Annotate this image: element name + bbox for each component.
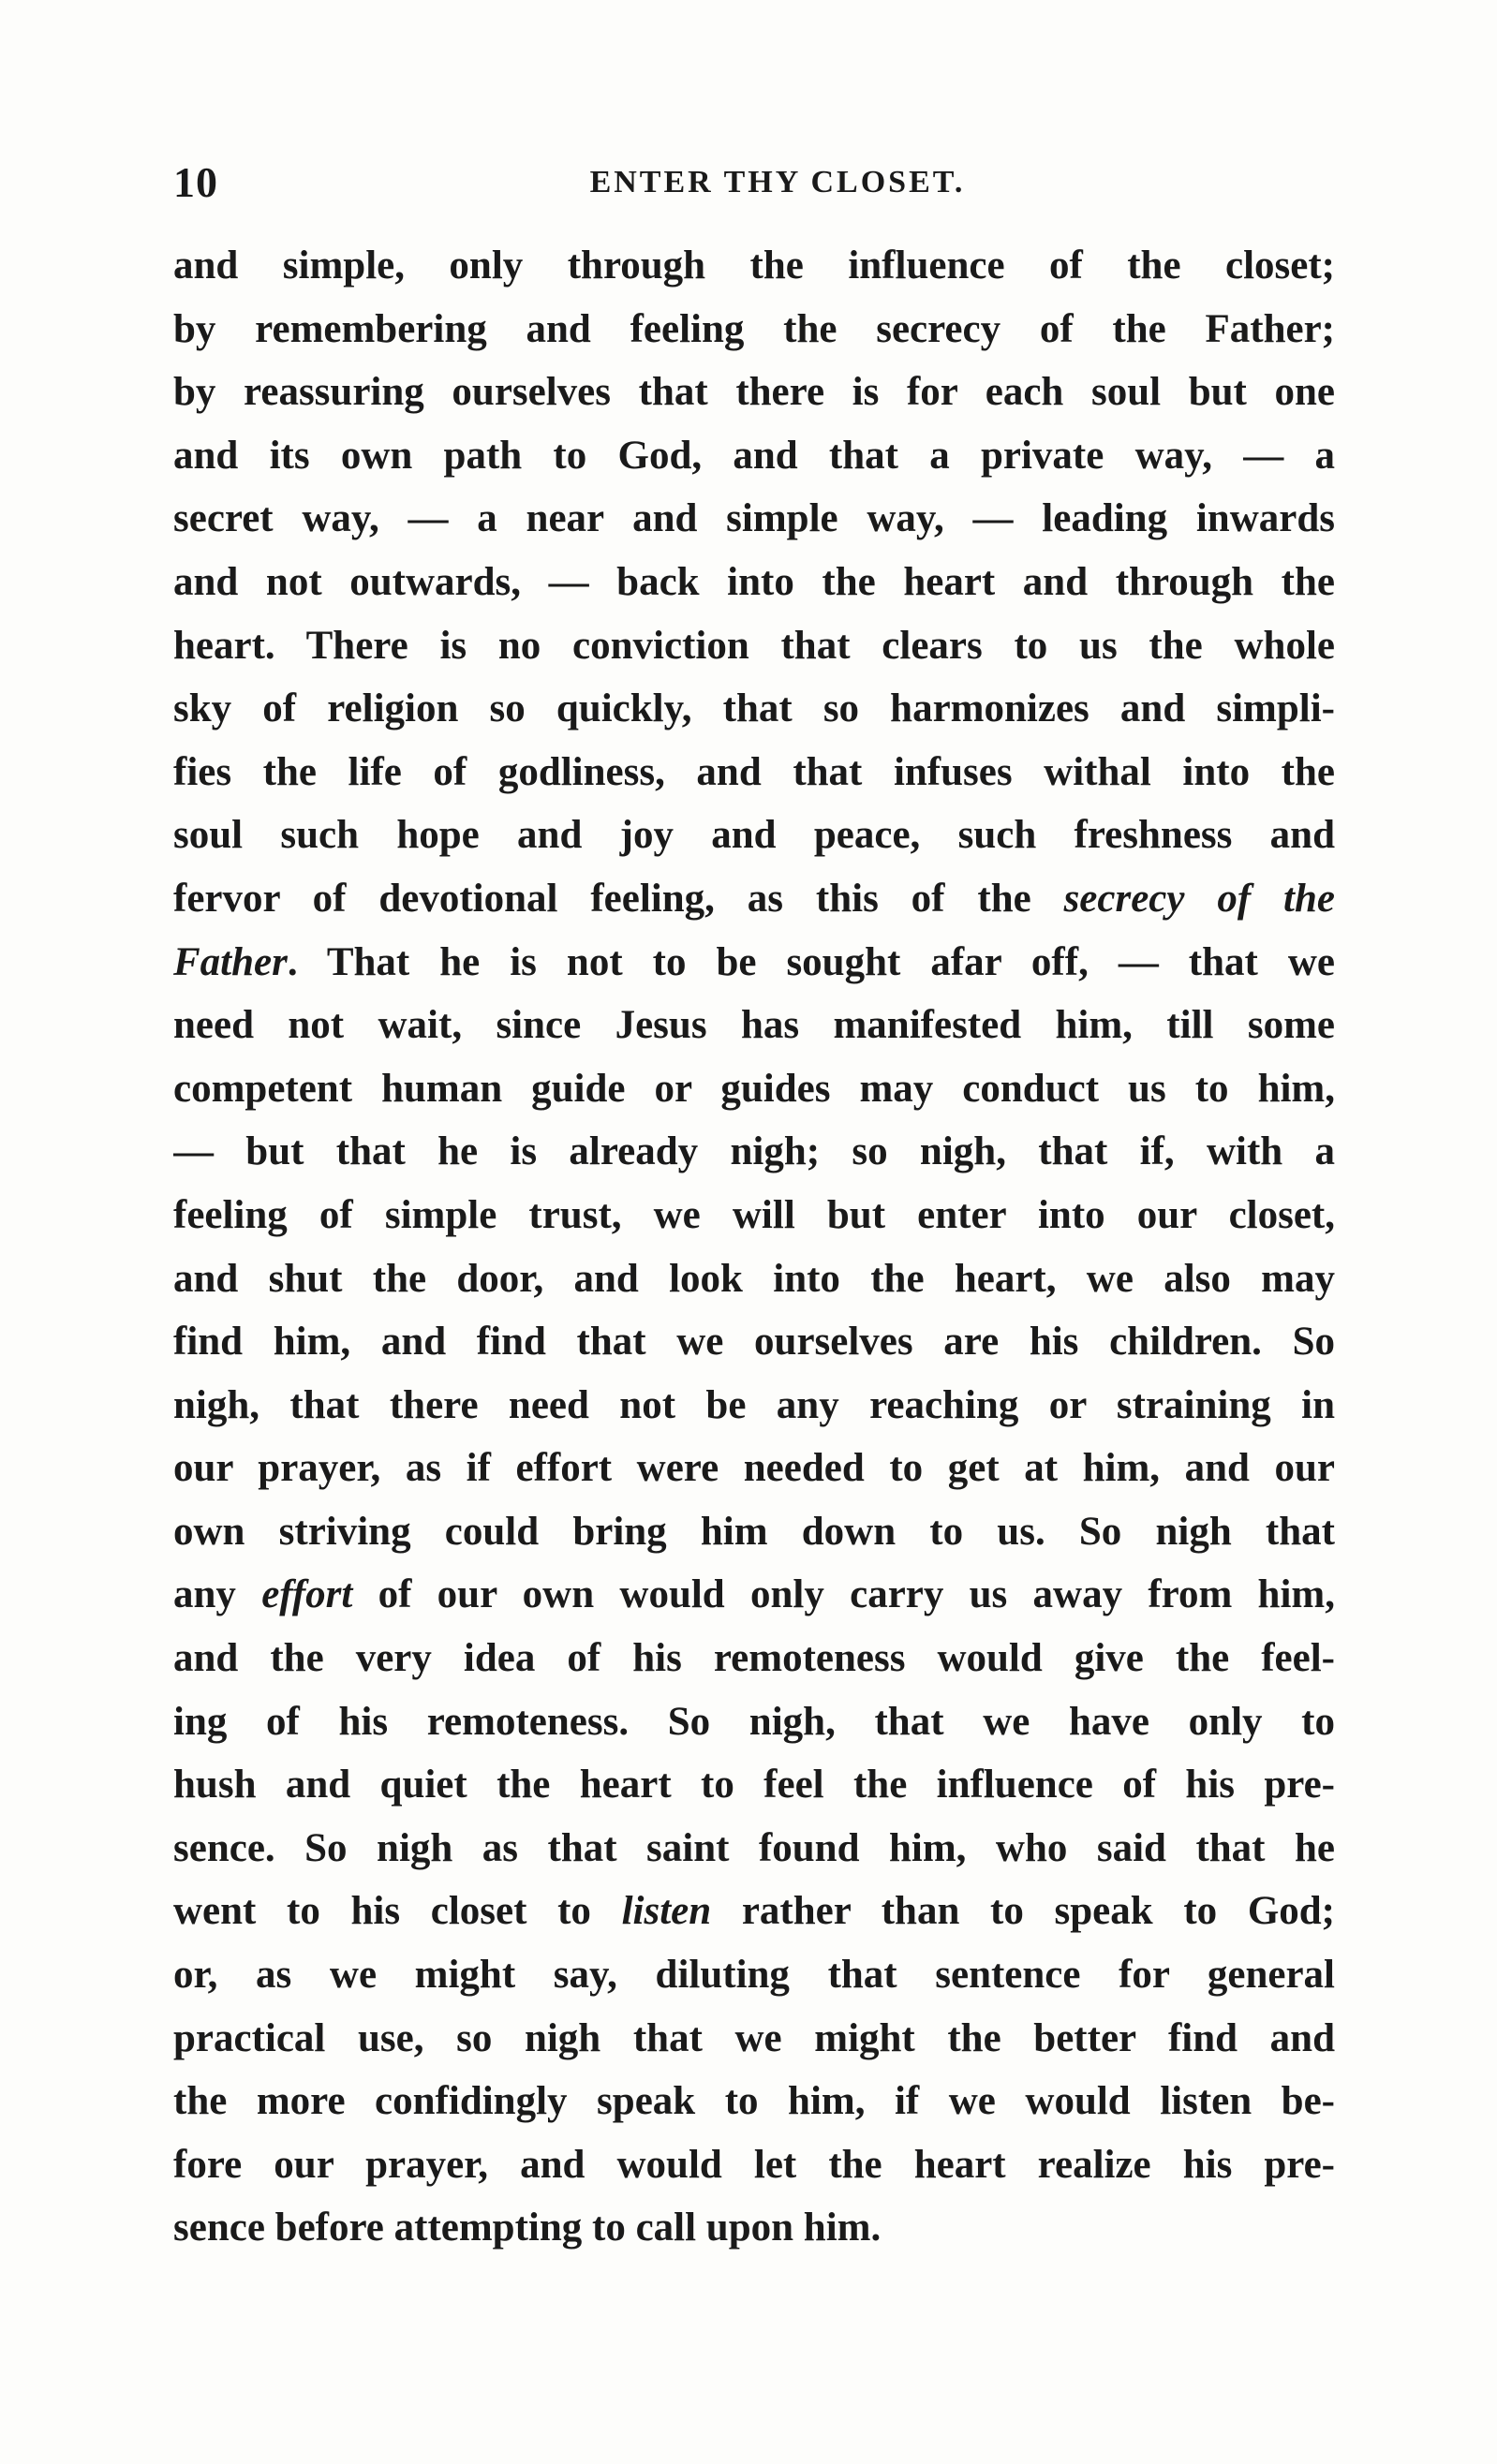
text-line: sence before attempting to call upon him. xyxy=(173,2206,882,2250)
text-line: or, as we might say, diluting that sentence for general xyxy=(173,1953,1335,1998)
text-line: went to his closet to listen rather than to speak to God; xyxy=(173,1889,1335,1934)
text-line: secret way, — a near and simple way, — leading inwards xyxy=(173,496,1335,541)
text-line: nigh, that there need not be any reaching or straining in xyxy=(173,1382,1335,1427)
text-line: fore our prayer, and would let the heart realize his pre- xyxy=(173,2142,1335,2187)
text-line: heart. There is no conviction that clears to us the whole xyxy=(173,623,1335,668)
text-line: by remembering and feeling the secrecy of the Father; xyxy=(173,306,1335,351)
text-line: competent human guide or guides may conduct us to him, xyxy=(173,1066,1335,1111)
text-line: and simple, only through the influence of the closet; xyxy=(173,243,1335,288)
italic-emphasis: listen xyxy=(621,1889,712,1934)
text-line: fervor of devotional feeling, as this of the secrecy of the xyxy=(173,876,1335,921)
text-line: practical use, so nigh that we might the better find and xyxy=(173,2015,1335,2060)
text-line: and shut the door, and look into the heart, we also may xyxy=(173,1256,1335,1301)
text-line: fies the life of godliness, and that infuses withal into the xyxy=(173,749,1335,794)
text-line: Father. That he is not to be sought afar off, — that we xyxy=(173,939,1335,984)
text-line: sence. So nigh as that saint found him, who said that he xyxy=(173,1825,1335,1870)
text-line: by reassuring ourselves that there is for each soul but one xyxy=(173,370,1335,415)
text-line: soul such hope and joy and peace, such freshness and xyxy=(173,813,1335,858)
text-line: and the very idea of his remoteness would give the feel- xyxy=(173,1636,1335,1681)
text-line: our prayer, as if effort were needed to get at him, and our xyxy=(173,1446,1335,1491)
text-line: feeling of simple trust, we will but enter into our closet, xyxy=(173,1192,1335,1237)
italic-emphasis: effort xyxy=(261,1572,353,1617)
italic-emphasis: secrecy of the xyxy=(1063,876,1335,921)
running-title: ENTER THY CLOSET. xyxy=(589,165,966,199)
text-line: and not outwards, — back into the heart and through the xyxy=(173,559,1335,604)
text-line: find him, and find that we ourselves are his children. So xyxy=(173,1320,1335,1365)
text-line: own striving could bring him down to us. So nigh that xyxy=(173,1509,1335,1554)
text-line: — but that he is already nigh; so nigh, that if, with a xyxy=(173,1129,1335,1174)
text-line: and its own path to God, and that a private way, — a xyxy=(173,433,1335,478)
body-paragraph xyxy=(173,234,1335,2260)
text-line: need not wait, since Jesus has manifested him, till some xyxy=(173,1003,1335,1048)
italic-emphasis: Father xyxy=(173,939,288,984)
text-line: sky of religion so quickly, that so harmonizes and simpli- xyxy=(173,686,1335,731)
running-head xyxy=(173,157,1344,214)
text-line: any effort of our own would only carry us away from him, xyxy=(173,1572,1335,1617)
page-number: 10 xyxy=(173,158,218,206)
text-line: the more confidingly speak to him, if we would listen be- xyxy=(173,2079,1335,2124)
text-line: hush and quiet the heart to feel the influence of his pre- xyxy=(173,1763,1335,1807)
text-line: ing of his remoteness. So nigh, that we have only to xyxy=(173,1699,1335,1744)
